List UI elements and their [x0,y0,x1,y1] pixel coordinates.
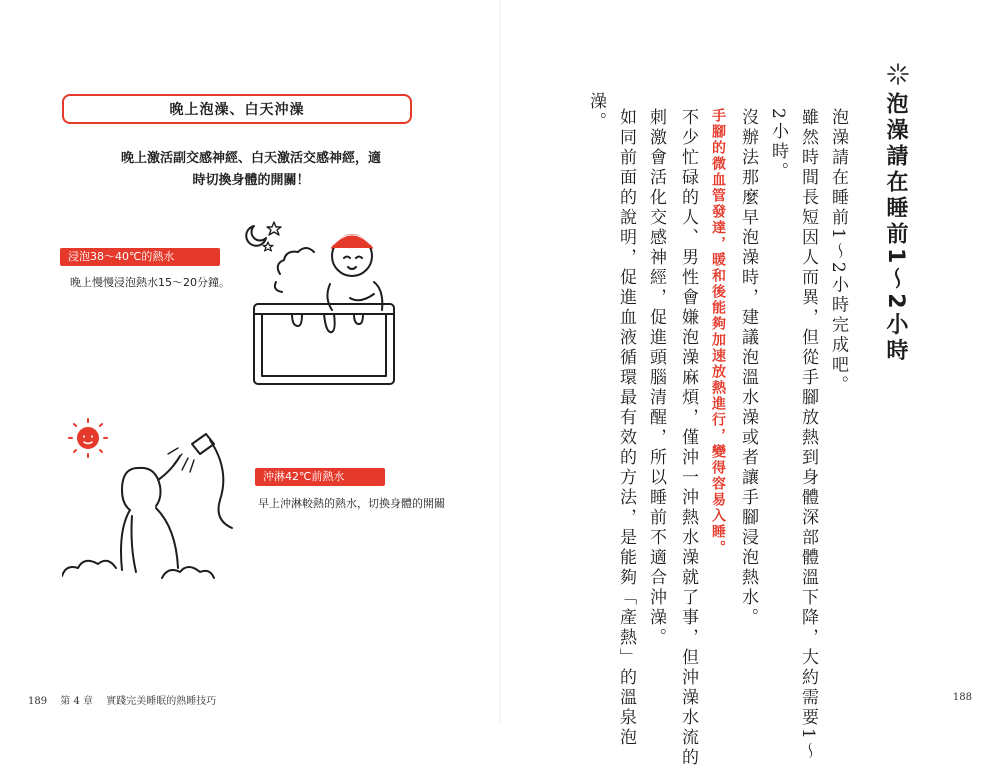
body-column-2: 雖然時間長短因人而異，但從手腳放熱到身體深部體溫下降，大約需要1～ [798,108,818,762]
body-column-6: 不少忙碌的人、男性會嫌泡澡麻煩，僅沖一沖熱水澡就了事，但沖澡水流的 [678,108,698,768]
intro-line-2: 時切換身體的開關！ [192,173,310,188]
star-icon [263,242,273,251]
star-icon [267,222,281,235]
chapter-title: 實踐完美睡眠的熟睡技巧 [106,696,217,707]
section-title-box [62,94,412,124]
moon-icon [246,226,266,246]
section-title: 晚上泡澡、白天沖澡 [169,102,305,118]
page-gutter [499,0,501,723]
body-column-4: 沒辦法那麼早泡澡時，建議泡溫水澡或者讓手腳浸泡熱水。 [738,108,758,628]
body-column-8: 如同前面的說明，促進血液循環最有效的方法，是能夠「產熱」的溫泉泡 [616,108,636,748]
shower-tag: 沖淋42℃前熱水 [255,468,385,486]
left-footer [28,692,226,707]
body-column-1: 泡澡請在睡前1～2小時完成吧。 [828,108,848,396]
sparkle-icon [886,62,910,86]
sun-icon [69,419,107,457]
bath-description: 晚上慢慢浸泡熱水15～20分鐘。 [70,276,230,289]
highlight-column: 手腳的微血管發達，暖和後能夠加速放熱進行，變得容易入睡。 [710,108,726,556]
bathtub-illustration [232,212,412,412]
right-page-number: 188 [952,692,972,703]
body-column-7: 刺激會活化交感神經，促進頭腦清醒，所以睡前不適合沖澡。 [646,108,666,648]
intro-line-1: 晚上激活副交感神經、白天激活交感神經，適 [120,151,381,166]
body-column-9: 澡。 [586,92,606,132]
bath-tag: 浸泡38～40℃的熱水 [60,248,220,266]
left-page-number: 189 [28,696,48,707]
shower-description: 早上沖淋較熱的熱水，切換身體的開關 [258,497,445,510]
chapter-number: 第 4 章 [60,696,94,707]
section-heading: 泡澡請在睡前1～2小時 [883,92,908,365]
intro-text [96,148,406,192]
shower-illustration [62,418,252,588]
body-column-3: 2小時。 [768,108,788,182]
